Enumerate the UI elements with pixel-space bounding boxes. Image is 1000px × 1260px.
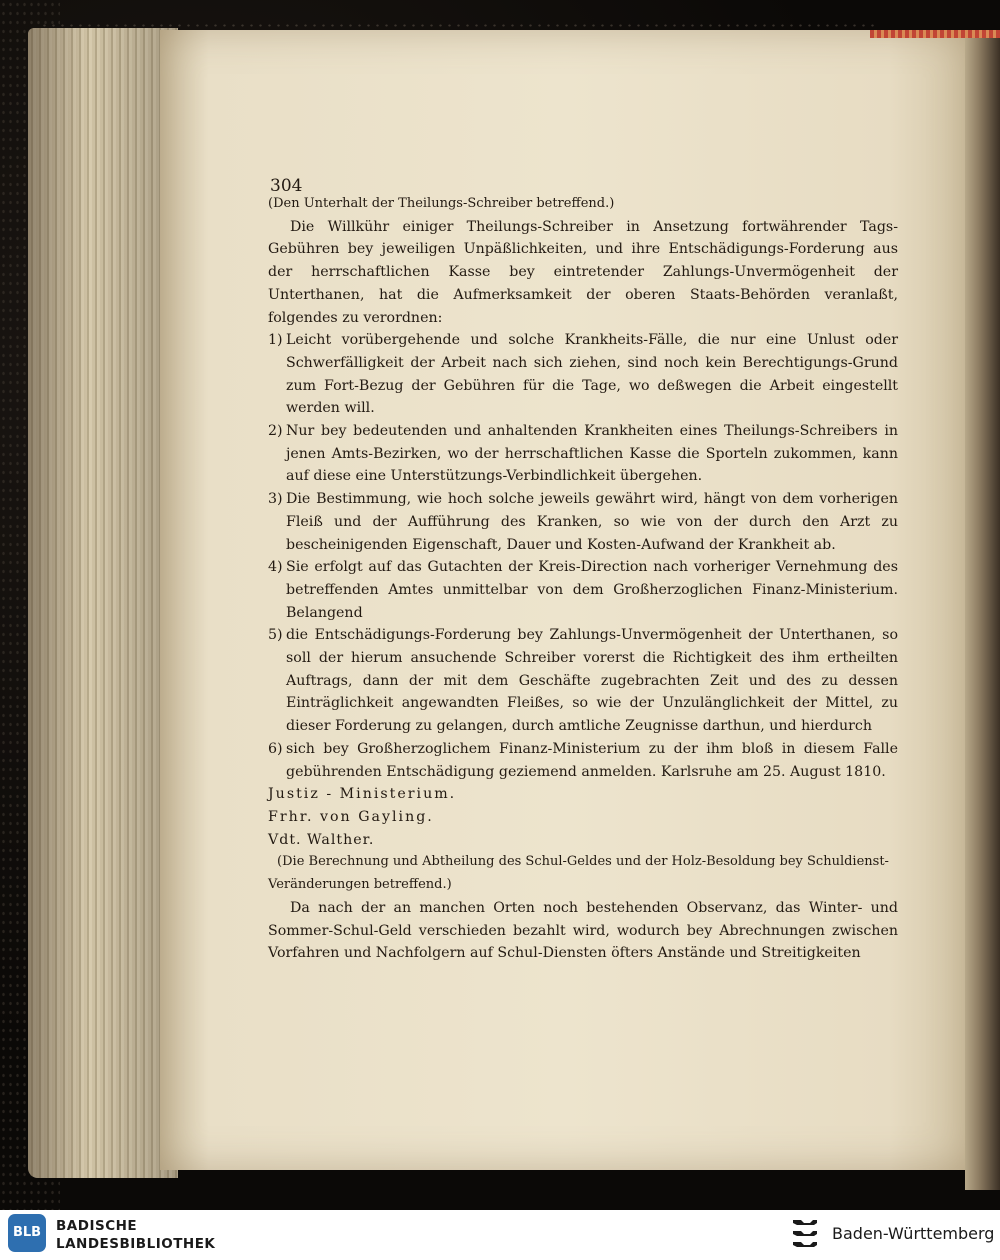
item-text: die Entschädigungs-Forderung bey Zahlungs-Unvermögenheit der Unterthanen, so soll der hierum ansuchende Schreiber vorerst die Richtigkeit des ihm ertheilten Auftrags, dann der mit dem Geschäfte zugebrachten Zeit und des zu dessen Einträglichkeit angewandten Fleißes, so wie der Unzulänglichkeit der Mittel, zu dieser Forderung zu gelangen, durch amtliche Zeugnisse darthun, und hierdurch bbox=[286, 627, 898, 735]
item-number: 2) bbox=[268, 423, 283, 440]
book-spine bbox=[965, 30, 1000, 1190]
list-item bbox=[268, 420, 898, 488]
list-item bbox=[268, 329, 898, 420]
book-edge-shadow bbox=[28, 28, 178, 1178]
item-number: 6) bbox=[268, 740, 283, 757]
signatory-line: Frhr. von Gayling. bbox=[268, 808, 434, 825]
section-heading-2: (Die Berechnung und Abtheilung des Schul-Geldes und der Holz-Besoldung bey Schuldienst-Veränderungen betreffend.) bbox=[268, 854, 889, 893]
vdt-line: Vdt. Walther. bbox=[268, 831, 375, 848]
list-item bbox=[268, 556, 898, 624]
blb-name bbox=[56, 1217, 215, 1253]
section-intro: Die Willkühr einiger Theilungs-Schreiber in Ansetzung fortwährender Tags-Gebühren bey jeweiligen Unpäßlichkeiten, und ihre Entschädigungs-Forderung aus der herrschaftlichen Kasse bey eintretender Zahlungs-Unvermögenheit der Unterthanen, hat die Aufmerksamkeit der oberen Staats-Behörden veranlaßt, folgendes zu verordnen: bbox=[268, 218, 898, 326]
baden-wuerttemberg-lions-icon bbox=[790, 1216, 820, 1252]
item-text: sich bey Großherzoglichem Finanz-Ministerium zu der ihm bloß in diesem Falle gebührenden Entschädigung geziemend anmelden. Karlsruhe am 25. August 1810. bbox=[286, 740, 898, 780]
list-item bbox=[268, 624, 898, 738]
item-number: 3) bbox=[268, 491, 283, 508]
section-intro-2: Da nach der an manchen Orten noch bestehenden Observanz, das Winter- und Sommer-Schul-Geld verschieden bezahlt wird, wodurch bey Abrechnungen zwischen Vorfahren und Nachfolgern auf Schul-Diensten öfters Anstände und Streitigkeiten bbox=[268, 899, 898, 962]
page-number: 304 bbox=[270, 176, 303, 196]
blb-name-line2: LANDESBIBLIOTHEK bbox=[56, 1236, 216, 1252]
page-text bbox=[268, 175, 898, 965]
section-heading: (Den Unterhalt der Theilungs-Schreiber betreffend.) bbox=[268, 196, 615, 211]
item-number: 1) bbox=[268, 332, 283, 349]
red-page-edge bbox=[870, 30, 1000, 38]
item-text: Sie erfolgt auf das Gutachten der Kreis-Direction nach vorheriger Vernehmung des betreffenden Amtes unmittelbar von dem Großherzoglichen Finanz-Ministerium. Belangend bbox=[286, 559, 898, 621]
item-text: Die Bestimmung, wie hoch solche jeweils gewährt wird, hängt von dem vorherigen Fleiß und der Aufführung des Kranken, so wie von der durch den Arzt zu bescheinigenden Eigenschaft, Dauer und Kosten-Aufwand der Krankheit ab. bbox=[286, 491, 898, 553]
baden-wuerttemberg-name: Baden-Württemberg bbox=[832, 1224, 995, 1243]
item-number: 4) bbox=[268, 559, 283, 576]
item-text: Leicht vorübergehende und solche Krankheits-Fälle, die nur eine Unlust oder Schwerfälligkeit der Arbeit nach sich ziehen, sind noch kein Berechtigungs-Grund zum Fort-Bezug der Gebühren für die Tage, wo deßwegen die Arbeit eingestellt werden will. bbox=[286, 332, 898, 417]
item-number: 5) bbox=[268, 627, 283, 644]
blb-logo-icon: BLB bbox=[8, 1214, 46, 1252]
list-item bbox=[268, 738, 898, 783]
list-item bbox=[268, 488, 898, 556]
blb-name-line1: BADISCHE bbox=[56, 1218, 138, 1234]
ministry-line: Justiz - Ministerium. bbox=[268, 786, 457, 803]
item-text: Nur bey bedeutenden und anhaltenden Krankheiten eines Theilungs-Schreibers in jenen Amts-Bezirken, wo der herrschaftlichen Kasse die Sporteln zukommen, kann auf diese eine Unterstützungs-Verbindlichkeit übergehen. bbox=[286, 423, 898, 485]
